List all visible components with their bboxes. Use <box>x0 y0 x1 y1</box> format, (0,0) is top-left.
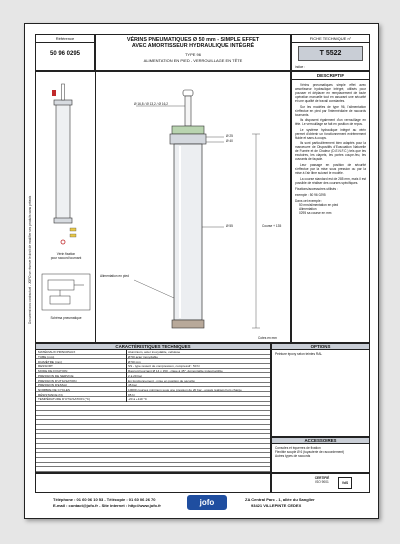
drawing-area <box>35 71 291 343</box>
spec-value: Raccord tournant Ø 14 x 150 - clase à 45°, démontable indestructible <box>128 369 223 374</box>
specs-title: CARACTÉRISTIQUES TECHNIQUES <box>36 344 270 350</box>
options-box <box>271 343 370 437</box>
cert-sub: ISO 9001 <box>315 480 329 484</box>
descriptif-fixations-value: exemple : 50 96 0295 <box>295 192 326 197</box>
descriptif-fixations-label: Fixations/accessoires utilisés : <box>295 186 338 191</box>
spec-label: RESSORT <box>38 364 53 369</box>
accessories-box <box>271 437 370 473</box>
descriptif-paragraph: Ils disposent également d'un verrouillage en tête. Le verrouillage se fait en position de repos. <box>295 118 366 127</box>
vds-box: VdS <box>338 477 352 489</box>
thumb-valve-red <box>52 90 56 96</box>
spec-value: 45 bar <box>128 383 137 388</box>
main-drawing <box>96 72 291 342</box>
spec-value: Aluminium, acier inoxydable, cellulose <box>128 350 181 355</box>
brand-name: jofo <box>199 498 215 507</box>
dim-d40-label: Ø 40 <box>226 139 233 143</box>
spec-label: RÉSISTANCE (N) <box>38 392 63 397</box>
cylinder-head-green <box>172 126 204 134</box>
cert-strip <box>271 473 370 493</box>
fiche-number: T 5522 <box>298 46 363 61</box>
descriptif-paragraph: Le système hydraulique intégré au vérin permet d'obtenir un fonctionnement extrêmement fluide et sans à-coups. <box>295 127 366 140</box>
dim-top-label: Ø 16,8 / Ø 13,2 / Ø 16,2 <box>134 102 169 106</box>
spec-label: DIAMÈTRE (mm) <box>38 359 63 364</box>
spec-value: 85 N <box>128 392 135 397</box>
thumbnail-drawings <box>36 72 96 342</box>
feed-label: Alimentation en pied <box>100 274 129 278</box>
accessory-line: Consoles et équerres de fixation <box>275 446 321 450</box>
thumb-rod <box>62 84 65 100</box>
spec-empty-row <box>36 468 270 473</box>
title-line-1: VÉRINS PNEUMATIQUES Ø 50 mm - SIMPLE EFFET <box>126 37 260 43</box>
thumb-base <box>54 218 72 223</box>
descriptif-option-item: Alimentation <box>299 206 317 211</box>
descriptif-option-item: 0295 sa course en mm <box>299 210 332 215</box>
spec-value: Ø 50 acier inoxydable <box>128 355 158 360</box>
descriptif-paragraph: La course standard est de 285 mm, mais il est possible de réaliser des courses spécifiques. <box>295 176 366 185</box>
schema-frame <box>42 274 90 310</box>
specs-rows <box>36 350 270 472</box>
indice-label: indice : <box>295 65 306 69</box>
table-empty-area <box>35 473 271 493</box>
spec-label: MODE DE FIXATION <box>38 369 68 374</box>
course-label: Course + 135 <box>262 224 282 228</box>
spec-value: -20 à +110 °C <box>128 397 147 402</box>
footer-email: E-mail : contact@jofo.fr - Site internet : http://www.jofo.fr <box>53 503 161 508</box>
cert-logo <box>312 476 332 484</box>
spec-label: PRESSION DE SERVICE <box>38 373 74 378</box>
thumb-cylinder-cap <box>54 100 72 105</box>
descriptif-options-intro: Dans cet exemple : <box>295 198 323 203</box>
descriptif-column <box>291 71 370 343</box>
spec-value: Ø 50 mm <box>128 359 141 364</box>
dim-d55-label: Ø 55 <box>226 224 233 228</box>
spec-value: SS - type ressort de compression, compressif : 50 N <box>128 364 200 369</box>
options-title: OPTIONS <box>272 344 369 350</box>
footer-address-2: 93421 VILLEPINTE CEDEX <box>251 503 302 508</box>
rod-eye <box>183 90 193 96</box>
feed-leader <box>134 280 174 298</box>
footer-address-1: ZA Central Parc - 1, allée du Sanglier <box>245 497 315 502</box>
type-label: TYPE 96 <box>184 52 201 58</box>
fiche-label: FICHE TECHNIQUE n° <box>292 35 369 43</box>
cert-label: CERTIFIÉ <box>314 476 330 480</box>
piston-rod <box>185 96 191 126</box>
accessory-line: Flexible souple Ø 6 (tuyauterie de raccordement) <box>275 450 345 454</box>
thumb-fitting-yellow-2 <box>70 234 76 237</box>
thumb-note-2: pour raccord tournant <box>50 256 82 260</box>
accessory-line: Autres types de raccords <box>275 454 311 458</box>
descriptif-body <box>292 80 369 215</box>
thumb-cylinder-body <box>56 102 70 220</box>
fiche-box <box>291 34 370 71</box>
options-text: Peinture époxy selon teintes RAL <box>275 352 323 356</box>
descriptif-paragraph: Vérins pneumatiques simple effet avec amortisseur hydraulique intégré, utilisés pour pousser et déplacer en remplacement de toute opération manuelle tout en assurant une sécurité et une qualité de travail constantes. <box>295 83 366 103</box>
descriptif-option-item: 50 mm/alimentation en pied <box>299 202 339 207</box>
reference-label: Référence <box>36 35 94 43</box>
footer <box>35 495 370 515</box>
spec-label: NOMBRE DE CYCLES <box>38 387 70 392</box>
side-note: Document non contractuel - JOFO se réserve le droit de modifier ses produits sans préavis <box>28 195 32 324</box>
spec-value: 2 à 20 bar <box>128 373 142 378</box>
thumb-valve-red-dot <box>61 240 65 244</box>
spec-label: MATÉRIAUX PRINCIPAUX <box>38 350 76 355</box>
footer-phone: Téléphone : 01 60 06 10 53 - Télécopie : 01 60 06 26 70 <box>53 497 156 502</box>
cylinder-head <box>170 134 206 144</box>
specs-column-divider <box>126 350 127 402</box>
reference-box <box>35 34 95 71</box>
spec-label: TUBE (mm) <box>38 355 55 360</box>
reference-value: 50 96 0295 <box>49 51 81 57</box>
spec-label: PRESSION D'ESSAI <box>38 383 67 388</box>
subtitle: ALIMENTATION EN PIED - VERROUILLAGE EN TÊTE <box>143 58 243 64</box>
specs-table <box>35 343 271 473</box>
descriptif-label: DESCRIPTIF <box>292 72 369 80</box>
datasheet-page <box>24 23 379 519</box>
brand-logo <box>187 495 227 510</box>
thumbnail-panel <box>36 72 96 342</box>
accessories-title: ACCESSOIRES <box>272 438 369 444</box>
cylinder-base <box>172 320 204 328</box>
spec-value: 10000 courses minimum sous une pression de 20 bar - essais réalisés hors charge <box>128 387 242 392</box>
cotes-label: Cotes en mm <box>258 336 277 340</box>
spec-value: En fonctionnement - mise en position de sécurité <box>128 378 195 383</box>
descriptif-paragraph: Sur les modèles de type 96, l'alimentation s'effectue en pied par l'intermédiaire de raccords tournants. <box>295 104 366 117</box>
dim-d25-label: Ø 25 <box>226 134 233 138</box>
accessories-lines <box>272 444 369 460</box>
schema-label: Schéma pneumatique <box>50 316 82 320</box>
title-box <box>95 34 291 71</box>
title-line-2: AVEC AMORTISSEUR HYDRAULIQUE INTÉGRÉ <box>131 43 255 50</box>
spec-label: TEMPÉRATURE D'UTILISATION (°C) <box>38 397 91 402</box>
descriptif-paragraph: Ils sont particulièrement bien adaptés pour la manœuvre de Dispositifs d'Evacuation Naturelle de Fumée et de Chaleur (D.E.N.F.C.) tels que les exutoires, les clapets, les portes coupe-feu, les ouvrants de façade. <box>295 141 366 162</box>
spec-label: PRESSION D'UTILISATION <box>38 378 77 383</box>
cylinder-body <box>174 144 202 320</box>
descriptif-paragraph: Leur passage en position de sécurité s'effectue par la mise sous pression ou par la mise à l'air libre suivant le modèle. <box>295 162 366 175</box>
thumb-note-1: Vérin fixation <box>56 252 76 256</box>
thumb-fitting-yellow <box>70 228 76 231</box>
